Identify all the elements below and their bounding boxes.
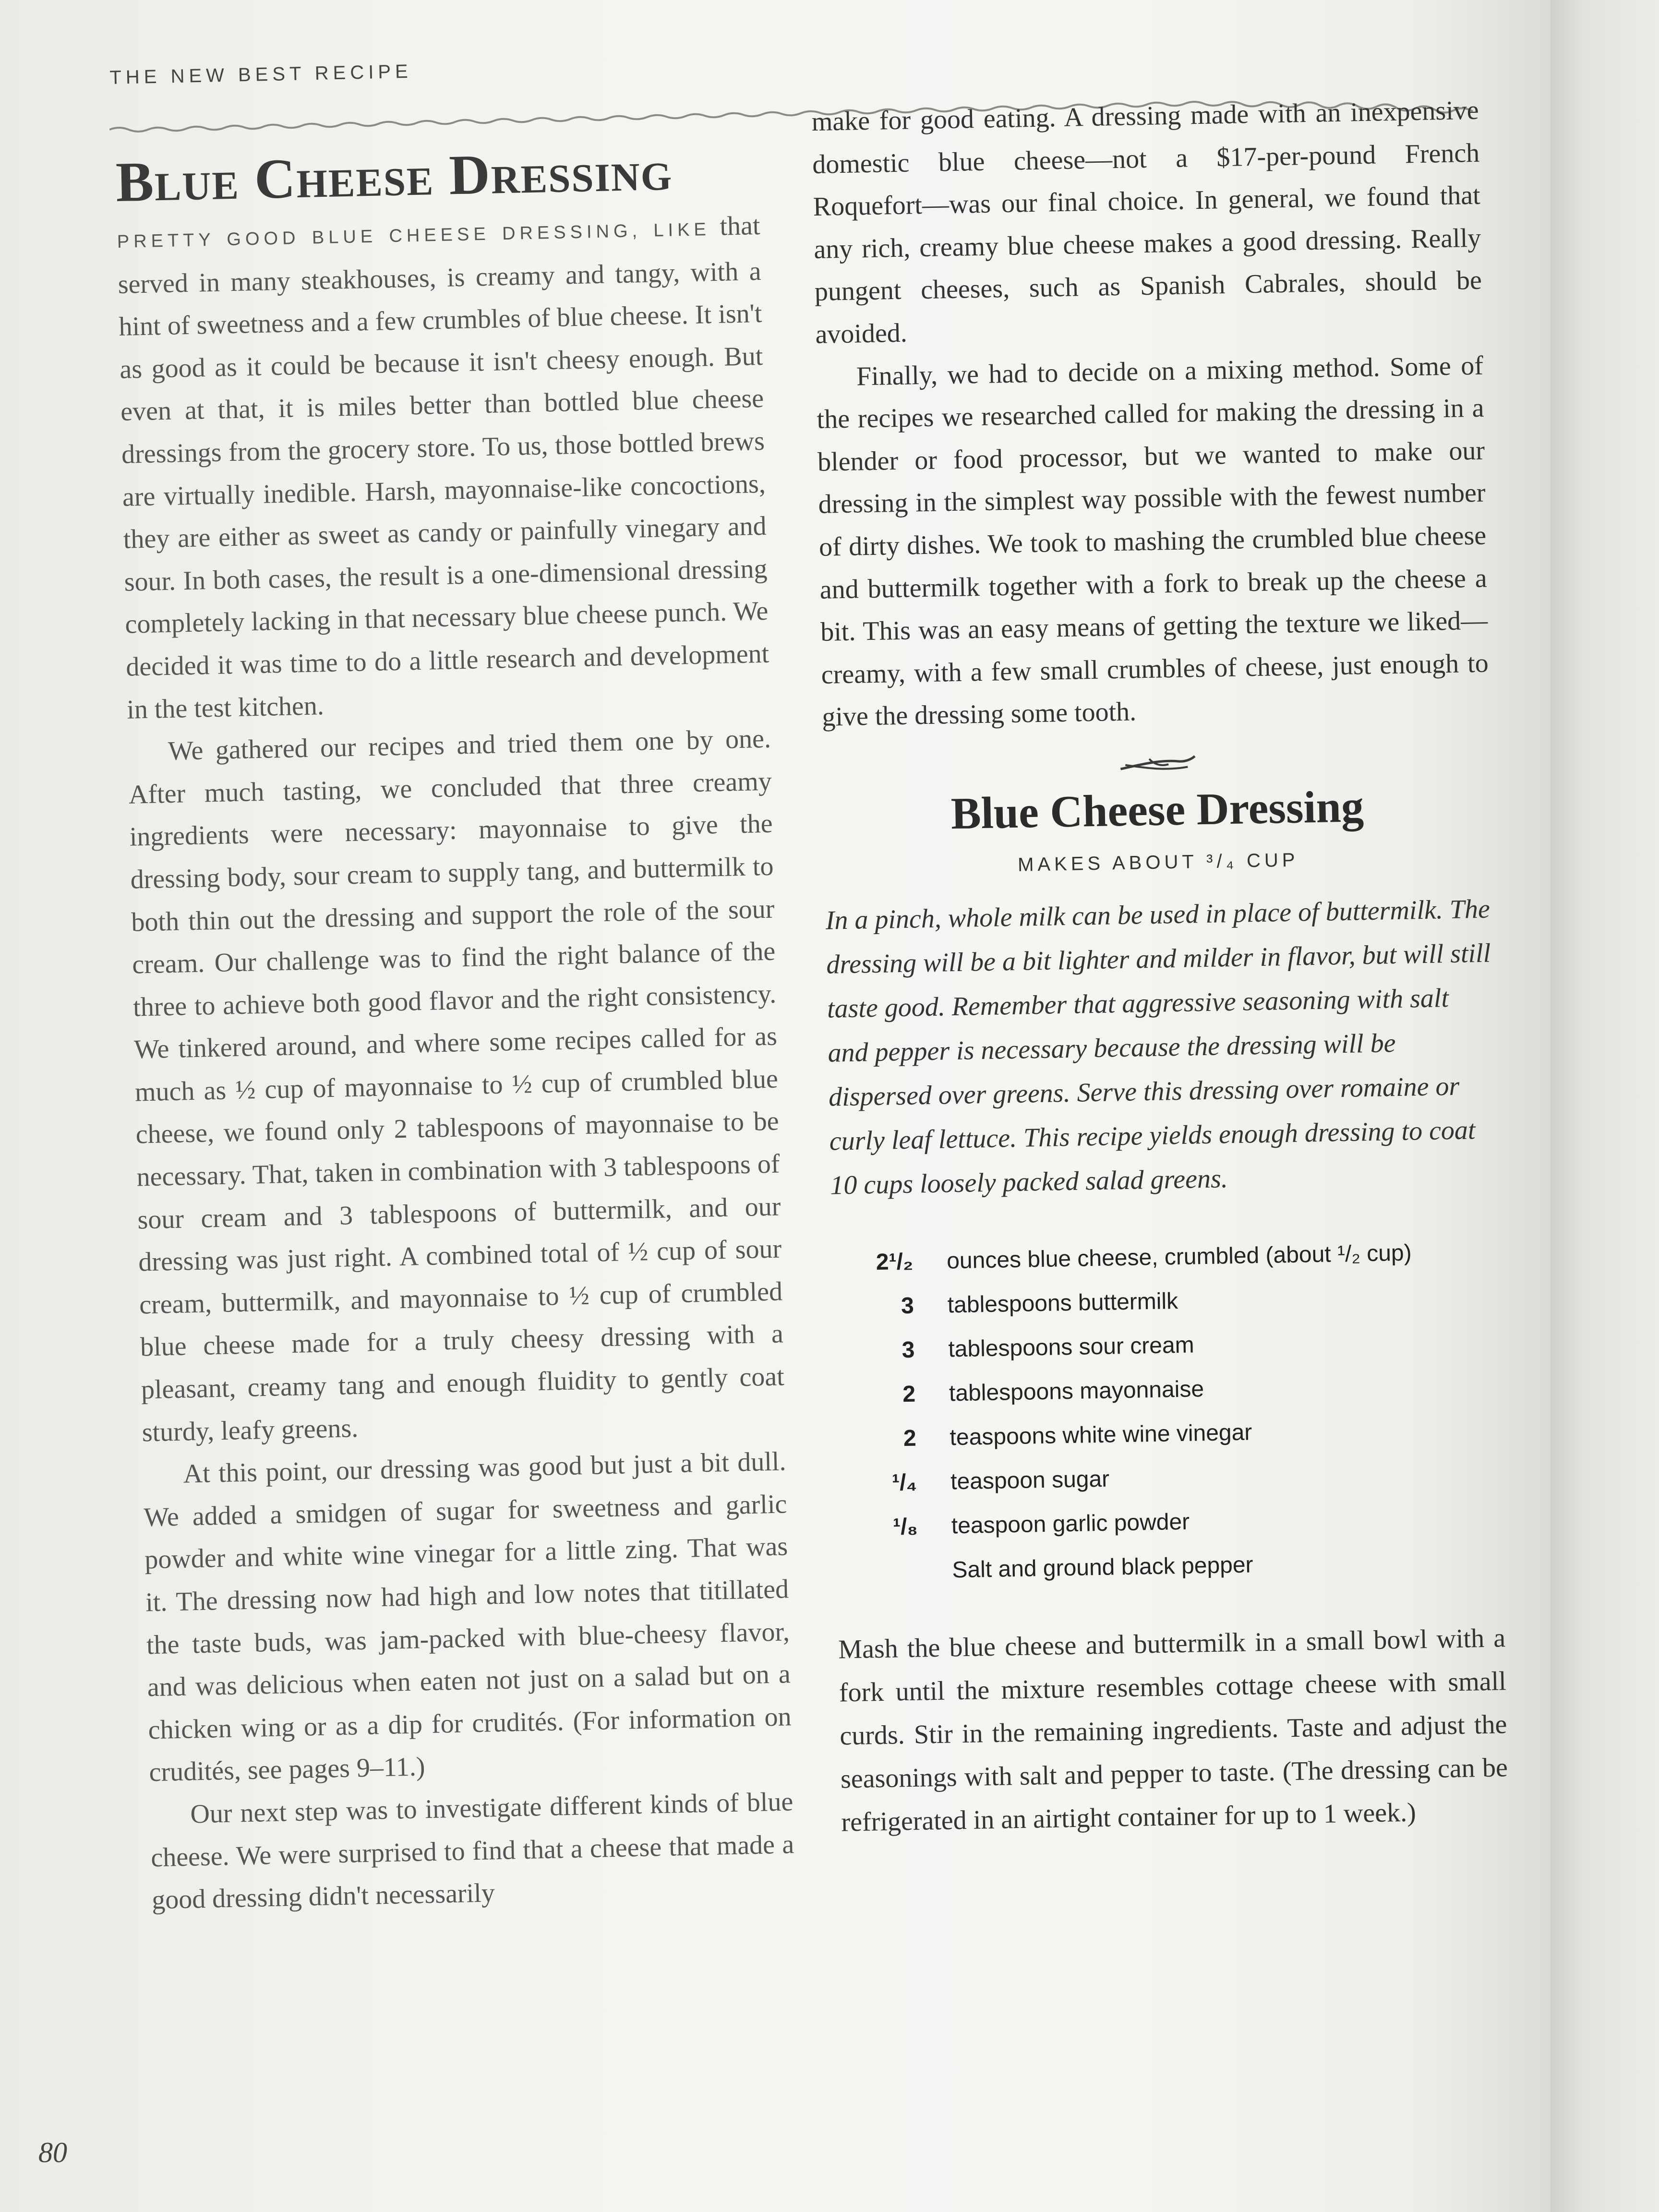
article-paragraph-1	[117, 204, 770, 731]
paragraph-1-text: that served in many steakhouses, is creamy and tangy, with a hint of sweetness and a few crumbles of blue cheese. It isn't as good as it could be because it isn't cheesy enough. But even at that, it is miles better than bottled blue cheese dressings from the grocery store. To us, those bottled brews are virtually inedible. Harsh, mayonnaise-like concoctions, they are either as sweet as candy or painfully vinegary and sour. In both cases, the result is a one-dimensional dressing completely lacking in that necessary blue cheese punch. We decided it was time to do a little research and development in the test kitchen.	[118, 210, 769, 725]
article-paragraph-3: At this point, our dressing was good but just a bit dull. We added a smidgen of sugar for sweetness and garlic powder and white wine vinegar for a little zing. That was it. The dressing now had high and low notes that titillated the taste buds, was jam-packed with blue-cheesy flavor, and was delicious when eaten not just on a salad but on a chicken wing or as a dip for crudités. (For information on crudités, see pages 9–11.)	[143, 1446, 792, 1788]
ingredient-list	[831, 1229, 1504, 1594]
left-column	[115, 140, 795, 1922]
running-head: THE NEW BEST RECIPE	[109, 60, 413, 88]
article-paragraph-6: Finally, we had to decide on a mixing method. Some of the recipes we researched called for making the dressing in a blender or food processor, but we wanted to make our dressing in the simplest way possible with the fewest number of dirty dishes. We took to mashing the crumbled blue cheese and buttermilk together with a fork to break up the cheese a bit. This was an easy means of getting the texture we liked—creamy, with a few small crumbles of cheese, just enough to give the dressing some tooth.	[817, 350, 1489, 733]
recipe-headnote: In a pinch, whole milk can be used in place of buttermilk. The dressing will be a bit lighter and milder in flavor, but will still taste good. Remember that aggressive seasoning with salt and pepper is necessary because the dressing will be dispersed over greens. Serve this dressing over romaine or curly leaf lettuce. This recipe yields enough dressing to coat 10 cups loosely packed salad greens.	[825, 894, 1491, 1201]
page-gutter-edge	[1551, 0, 1659, 2212]
article-paragraph-2: We gathered our recipes and tried them one by one. After much tasting, we concluded that three creamy ingredients were necessary: mayonnaise to give the dressing body, sour cream to supply tang, and buttermilk to both thin out the dressing and support the role of the sour cream. Our challenge was to find the right balance of the three to achieve both good flavor and the right consistency. We tinkered around, and where some recipes called for as much as ½ cup of mayonnaise to ½ cup of crumbled blue cheese, we found only 2 tablespoons of mayonnaise to be necessary. That, taken in combination with 3 tablespoons of sour cream and 3 tablespoons of buttermilk, and our dressing was just right. A combined total of ½ cup of sour cream, buttermilk, and mayonnaise to ½ cup of crumbled blue cheese made for a truly cheesy dressing with a pleasant, creamy tang and enough fluidity to gently coat sturdy, leafy greens.	[128, 723, 785, 1448]
ingredient-text: tablespoons mayonnaise	[949, 1376, 1204, 1406]
recipe-title: Blue Cheese Dressing	[950, 781, 1364, 839]
ingredient-quantity: 2	[903, 1425, 917, 1451]
ornament-divider	[1116, 749, 1198, 780]
ingredient-text: Salt and ground black pepper	[951, 1551, 1253, 1583]
ingredient-quantity: 2	[902, 1381, 916, 1407]
article-paragraph-4: Our next step was to investigate different kinds of blue cheese. We were surprised to find that a cheese that made a good dressing didn't necessarily	[150, 1787, 794, 1915]
ingredient-quantity: 2¹/₂	[876, 1249, 914, 1275]
page-number: 80	[38, 2137, 67, 2168]
ingredient-quantity: ¹/₄	[891, 1469, 917, 1496]
ingredient-text: teaspoon sugar	[950, 1466, 1110, 1494]
ingredient-quantity	[837, 1548, 953, 1594]
ingredient-quantity: ¹/₈	[892, 1514, 918, 1539]
recipe-yield: MAKES ABOUT ³/₄ CUP	[1017, 849, 1299, 876]
right-column	[811, 89, 1509, 1844]
article-paragraph-5: make for good eating. A dressing made with an inexpensive domestic blue cheese—not a $17-per-pound French Roquefort—was our final choice. In general, we found that any rich, creamy blue cheese makes a good dressing. Really pungent cheeses, such as Spanish Cabrales, should be avoided.	[811, 95, 1482, 349]
lead-in: PRETTY GOOD BLUE CHEESE DRESSING, LIKE	[117, 219, 711, 252]
ingredient-text: ounces blue cheese, crumbled (about ¹/₂ cup)	[946, 1240, 1412, 1274]
ingredient-text: teaspoons white wine vinegar	[950, 1419, 1252, 1450]
article-title: Blue Cheese Dressing	[115, 139, 673, 214]
ingredient-quantity: 3	[901, 1293, 914, 1319]
ingredient-quantity: 3	[902, 1337, 915, 1363]
ingredient-text: tablespoons sour cream	[948, 1332, 1195, 1362]
ingredient-text: teaspoon garlic powder	[951, 1509, 1190, 1539]
recipe-method: Mash the blue cheese and buttermilk in a small bowl with a fork until the mixture resembles cottage cheese with small curds. Stir in the remaining ingredients. Taste and adjust the seasonings with salt and pepper to taste. (The dressing can be refrigerated in an airtight container for up to 1 week.)	[838, 1623, 1508, 1837]
ingredient-text: tablespoons buttermilk	[947, 1288, 1178, 1318]
